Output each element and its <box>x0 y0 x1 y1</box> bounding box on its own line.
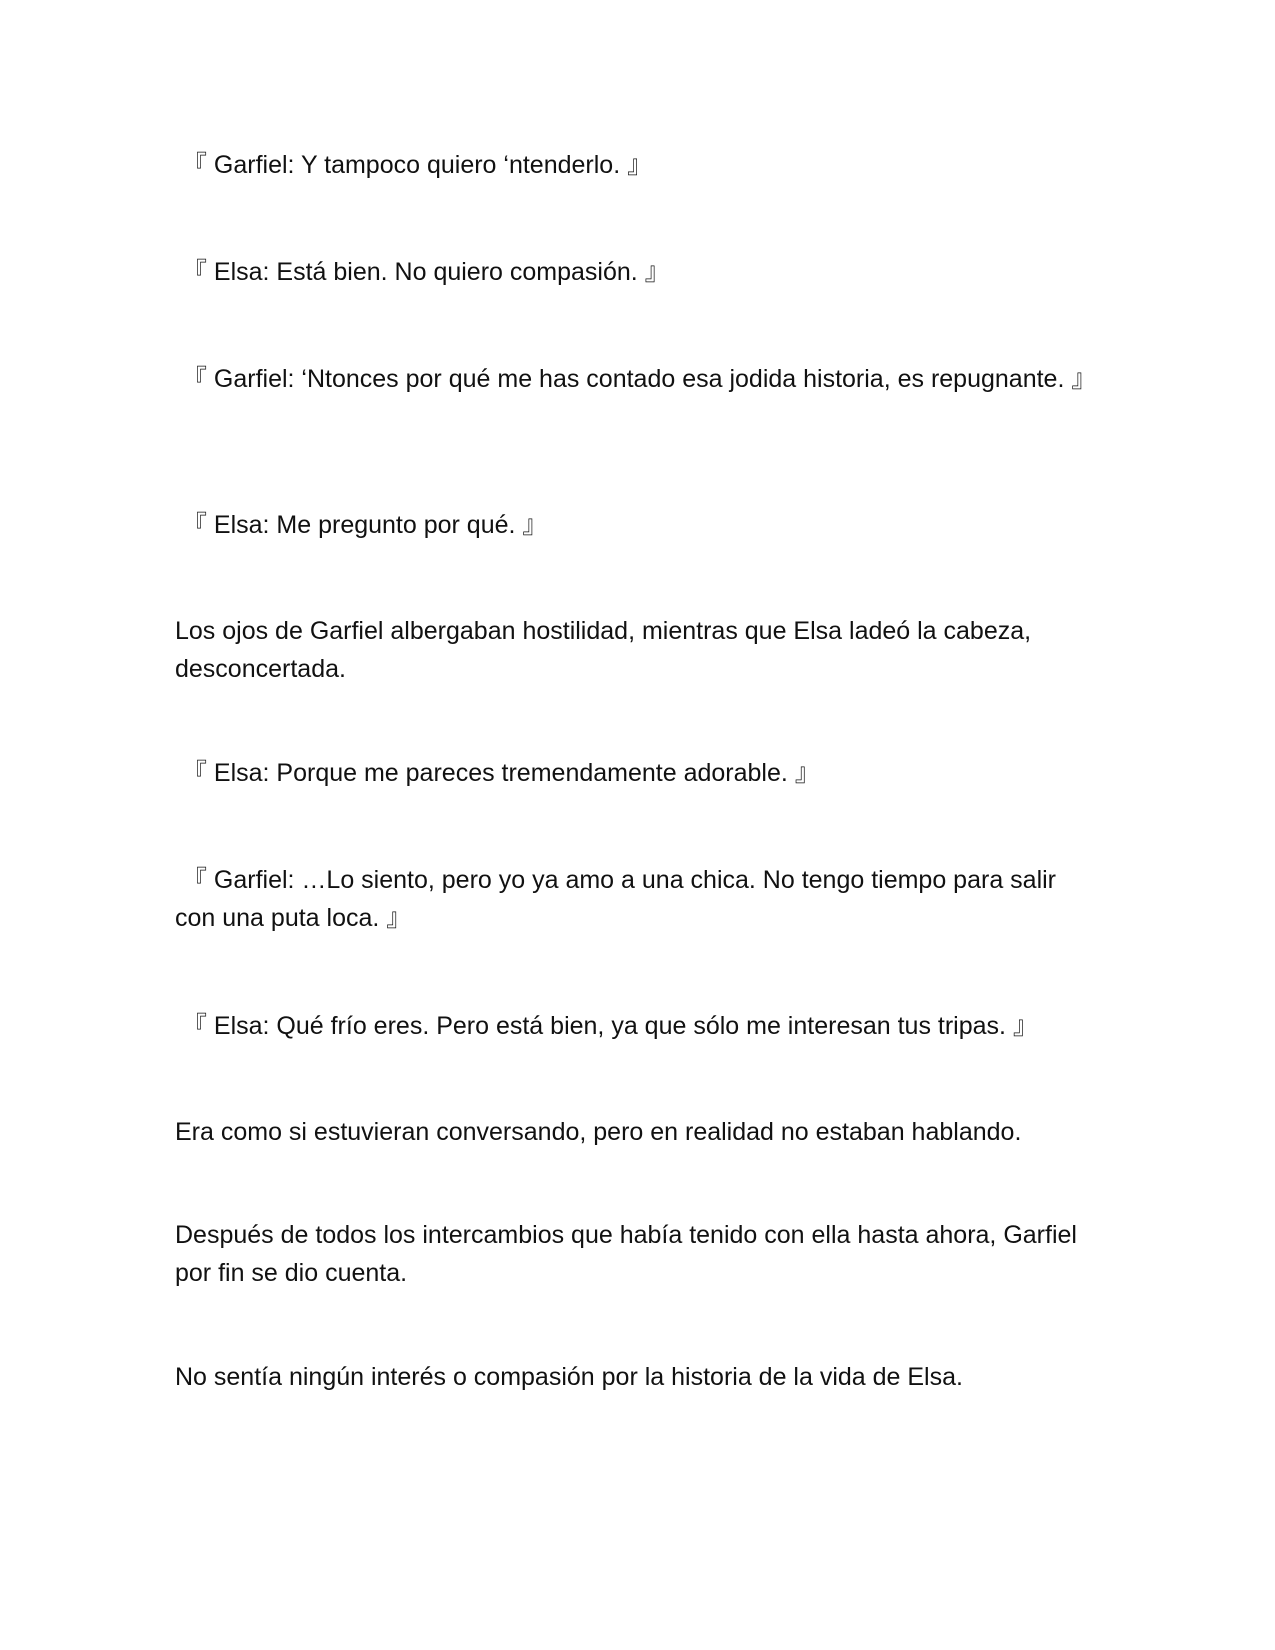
paragraph-dialogue-elsa-4: 『 Elsa: Qué frío eres. Pero está bien, ya que sólo me interesan tus tripas. 』 <box>175 1012 1038 1040</box>
paragraph-dialogue-elsa-2: 『 Elsa: Me pregunto por qué. 』 <box>175 511 548 539</box>
paragraph-dialogue-elsa-1: 『 Elsa: Está bien. No quiero compasión. 』 <box>175 258 670 286</box>
paragraph-narration-2: Era como si estuvieran conversando, pero en realidad no estaban hablando. <box>175 1118 1022 1146</box>
paragraph-dialogue-elsa-3: 『 Elsa: Porque me pareces tremendamente adorable. 』 <box>175 759 820 787</box>
paragraph-narration-1: Los ojos de Garfiel albergaban hostilidad, mientras que Elsa ladeó la cabeza, desconcertada. <box>175 617 1032 683</box>
paragraph-dialogue-garfiel-2: 『 Garfiel: ‘Ntonces por qué me has contado esa jodida historia, es repugnante. 』 <box>175 365 1097 393</box>
paragraph-narration-4: No sentía ningún interés o compasión por la historia de la vida de Elsa. <box>175 1363 963 1391</box>
paragraph-narration-3: Después de todos los intercambios que había tenido con ella hasta ahora, Garfiel por fin se dio cuenta. <box>175 1221 1077 1287</box>
paragraph-dialogue-garfiel-3: 『 Garfiel: …Lo siento, pero yo ya amo a una chica. No tengo tiempo para salir con una puta loca. 』 <box>175 866 1057 932</box>
paragraph-dialogue-garfiel-1: 『 Garfiel: Y tampoco quiero ‘ntenderlo. 』 <box>175 151 653 179</box>
